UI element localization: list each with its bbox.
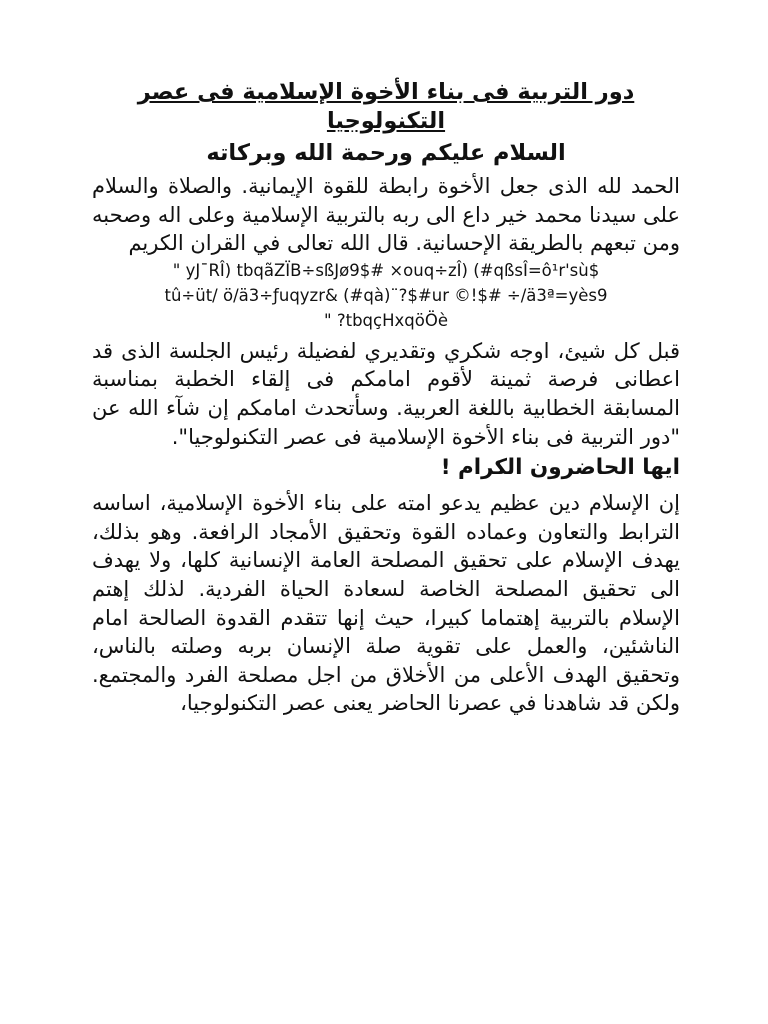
verse-line: tû÷üt/ ö/ä3÷ƒuqyzr& (#qà)¨?$#ur ©!$# ÷/ä3ª=yès9 [164,285,608,305]
thanks-paragraph: قبل كل شيئ، اوجه شكري وتقديري لفضيلة رئيس الجلسة الذى قد اعطانى فرصة ثمينة لأقوم امامكم فى إلقاء الخطبة بمناسبة المسابقة الخطابية باللغة العربية. وسأتحدث امامكم إن شآء الله عن "دور التربية فى بناء الأخوة الإسلامية فى عصر التكنولوجيا". [92,338,680,449]
intro-paragraph: الحمد لله الذى جعل الأخوة رابطة للقوة الإيمانية. والصلاة والسلام على سيدنا محمد خير داع الى ربه بالتربية الإسلامية وعلى اله وصحبه ومن تبعهم بالطريقة الإحسانية. قال الله تعالى في القران الكريم [92,174,680,256]
verse-line: " ?tbqçHxqöÖè [324,310,448,330]
body-paragraph: إن الإسلام دين عظيم يدعو امته على بناء الأخوة الإسلامية، اساسه الترابط والتعاون وعماده القوة وتحقيق الأمجاد الرافعة. وهو بذلك، يهدف الإسلام على تحقيق المصلحة العامة الإنسانية كلها، ولا يهدف الى تحقيق المصلحة الخاصة لسعادة الحياة الفردية. لذلك إهتم الإسلام بالتربية إهتماما كبيرا، حيث إنها تتقدم القدوة الصالحة امام الناشئين، والعمل على تقوية صلة الإنسان بربه وصلته بالناس، وتحقيق الهدف الأعلى من الأخلاق من اجل مصلحة الفرد والمجتمع. ولكن قد شاهدنا في عصرنا الحاضر يعنى عصر التكنولوجيا، [92,491,680,716]
verse-line: " yJ¯RÎ) tbqãZÏB÷sßJø9$# ×ouq÷zÎ) (#qßsÎ=ô¹r'sù$ [172,260,600,280]
document-title: دور التربية فى بناء الأخوة الإسلامية فى عصر التكنولوجيا [137,79,635,134]
greeting: السلام عليكم ورحمة الله وبركاته [206,140,566,166]
quran-verse [92,258,680,333]
audience-heading: ايها الحاضرون الكرام ! [440,455,680,481]
